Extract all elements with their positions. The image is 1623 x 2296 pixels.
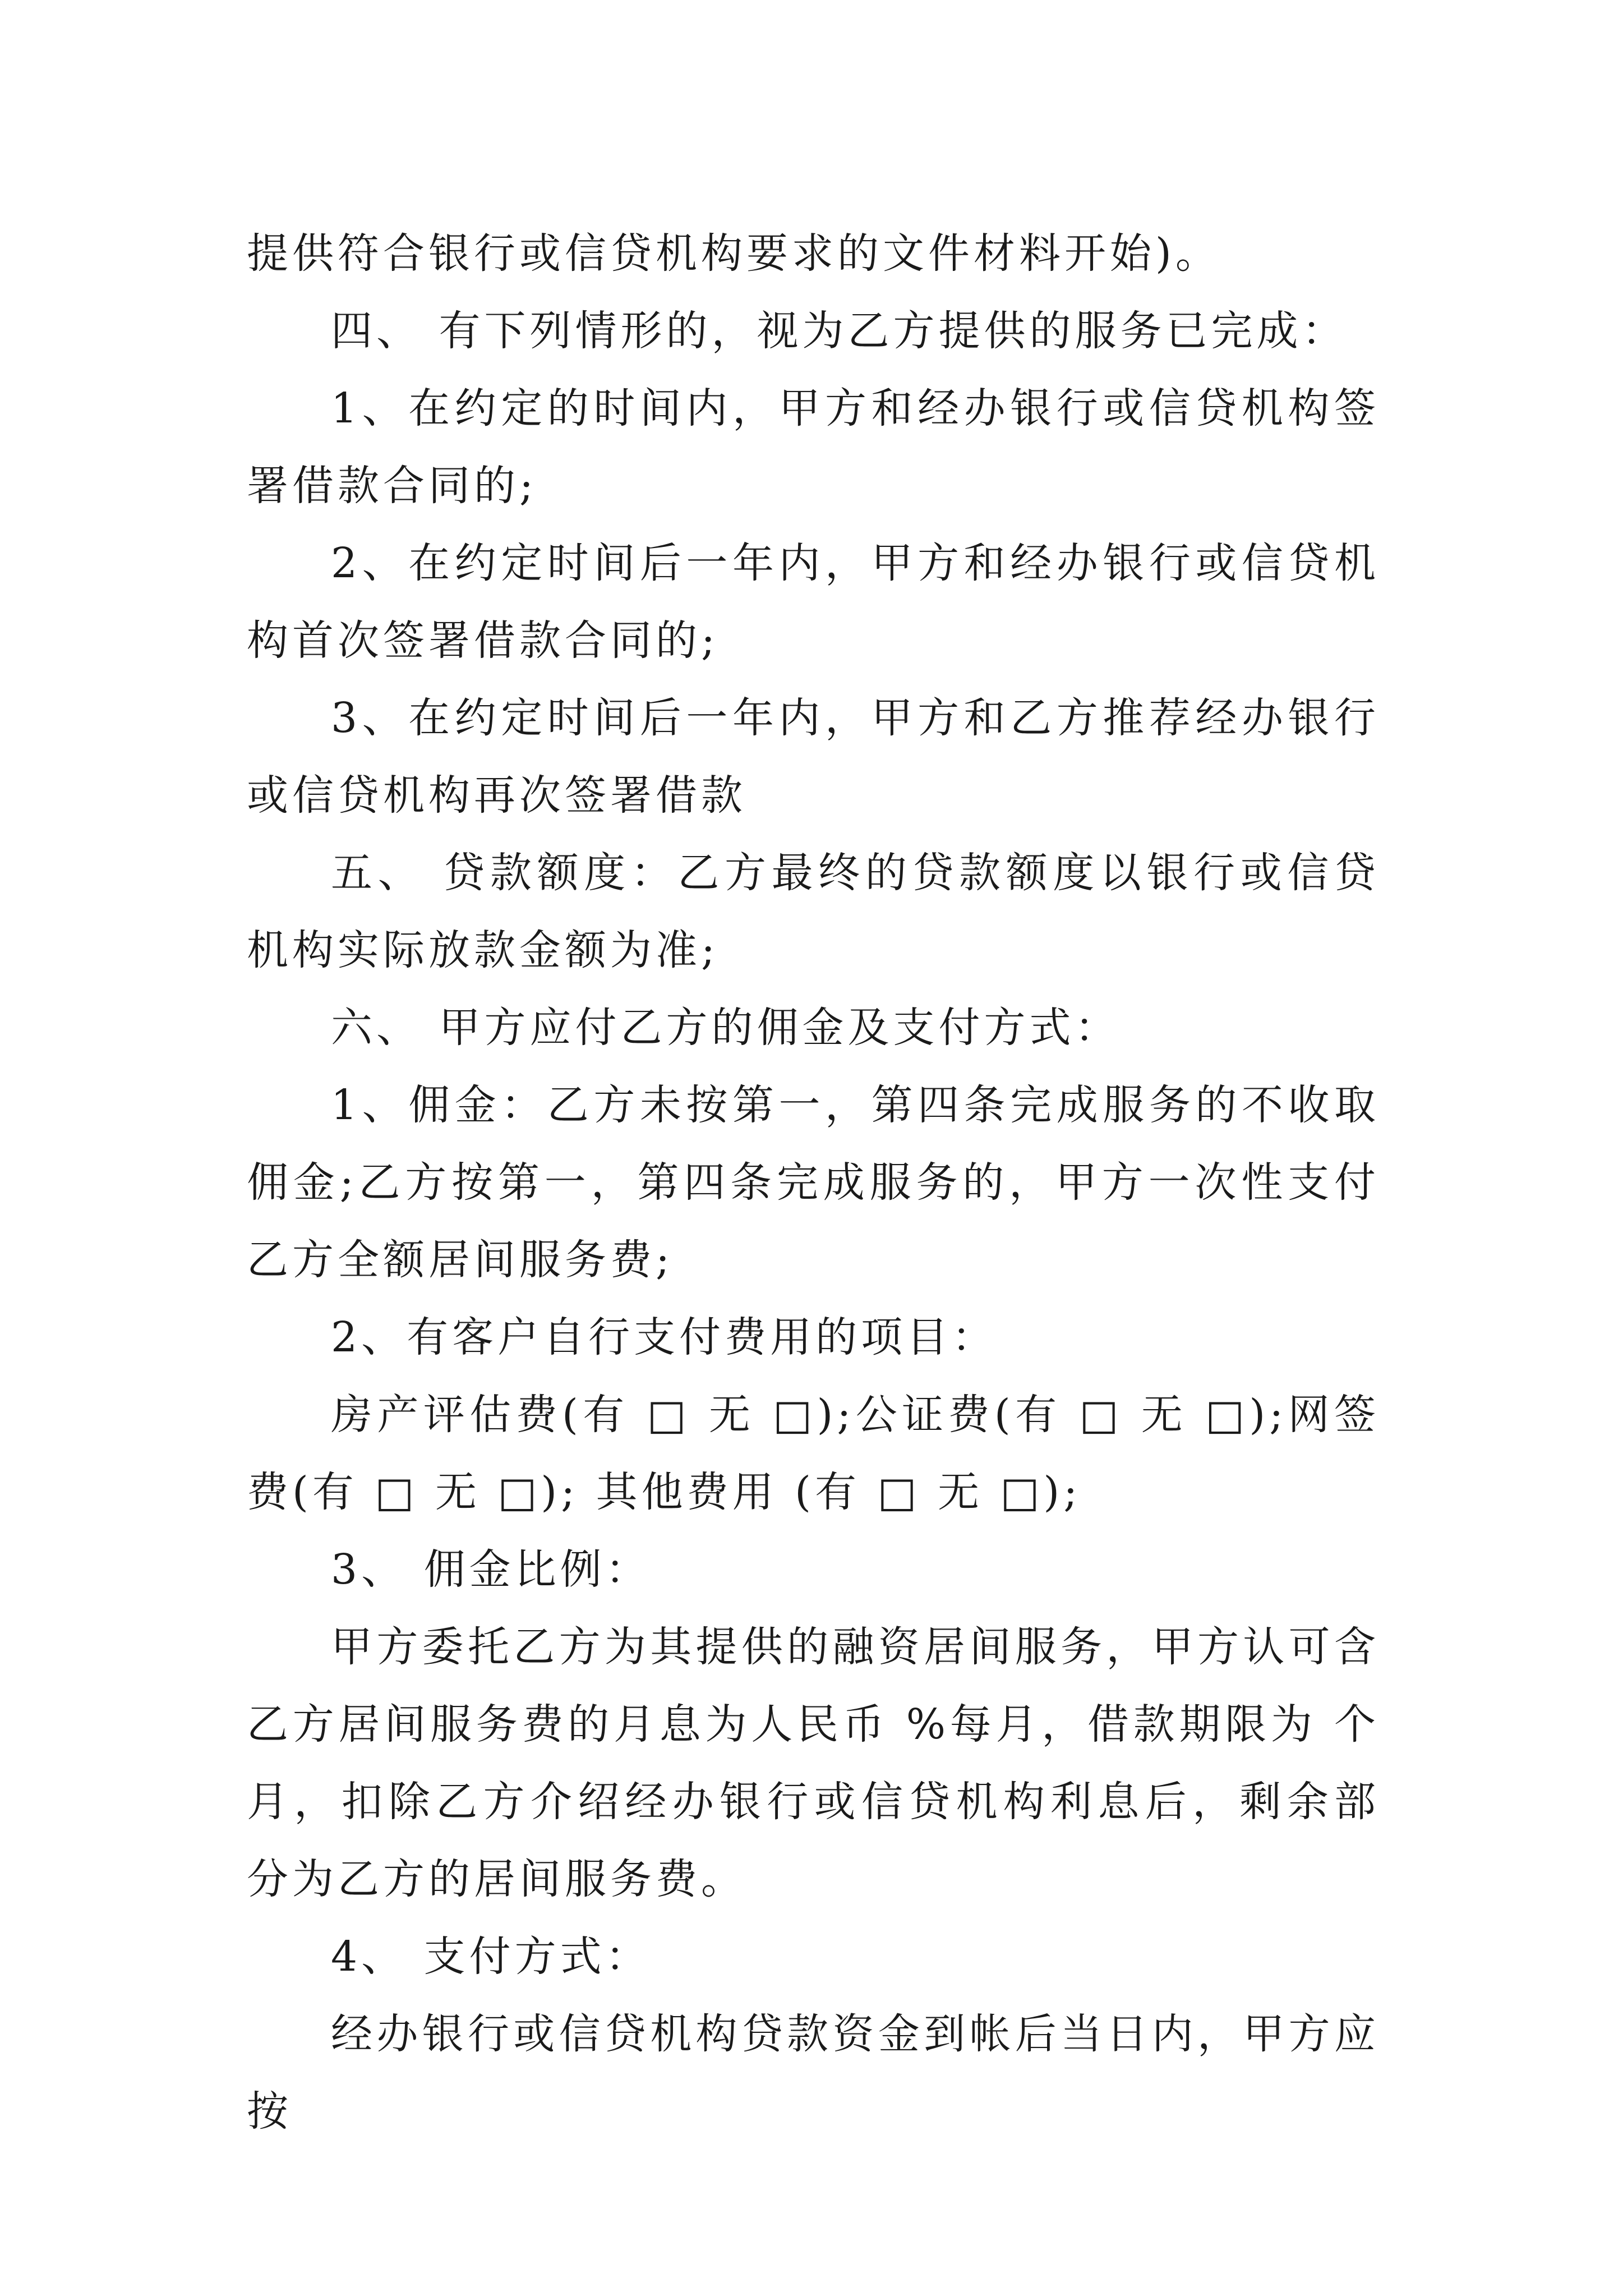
paragraph-payment-method-heading: 4、 支付方式：	[331, 1932, 651, 1981]
paragraph-section-six: 六、 甲方应付乙方的佣金及支付方式：	[331, 1004, 1121, 1052]
paragraph-fee-checkboxes: 房产评估费(有 □ 无 □);公证费(有 □ 无 □);网签费(有 □ 无 □); 其他费用 (有 □ 无 □);	[247, 1391, 1380, 1516]
paragraph-client-fees-heading: 2、有客户自行支付费用的项目：	[331, 1313, 998, 1361]
paragraph-payment-method: 经办银行或信贷机构贷款资金到帐后当日内，甲方应按	[247, 2010, 1380, 2136]
paragraph-item-1: 1、在约定的时间内，甲方和经办银行或信贷机构签署借款合同的;	[247, 384, 1380, 510]
paragraph-item-3: 3、在约定时间后一年内，甲方和乙方推荐经办银行或信贷机构再次签署借款	[247, 694, 1380, 820]
paragraph-section-four: 四、 有下列情形的，视为乙方提供的服务已完成：	[331, 307, 1348, 355]
paragraph-continuation: 提供符合银行或信贷机构要求的文件材料开始)。	[247, 229, 1221, 278]
paragraph-commission-ratio: 甲方委托乙方为其提供的融资居间服务，甲方认可含乙方居间服务费的月息为人民币 %每月，借款期限为 个月，扣除乙方介绍经办银行或信贷机构利息后，剩余部分为乙方的居间服务费。	[247, 1623, 1380, 1903]
paragraph-commission: 1、佣金：乙方未按第一，第四条完成服务的不收取佣金;乙方按第一，第四条完成服务的，甲方一次性支付乙方全额居间服务费;	[247, 1081, 1380, 1284]
paragraph-section-five: 五、 贷款额度：乙方最终的贷款额度以银行或信贷机构实际放款金额为准;	[247, 849, 1380, 974]
paragraph-commission-ratio-heading: 3、 佣金比例：	[331, 1545, 651, 1594]
paragraph-item-2: 2、在约定时间后一年内，甲方和经办银行或信贷机构首次签署借款合同的;	[247, 539, 1380, 665]
document-body	[247, 215, 1380, 2150]
